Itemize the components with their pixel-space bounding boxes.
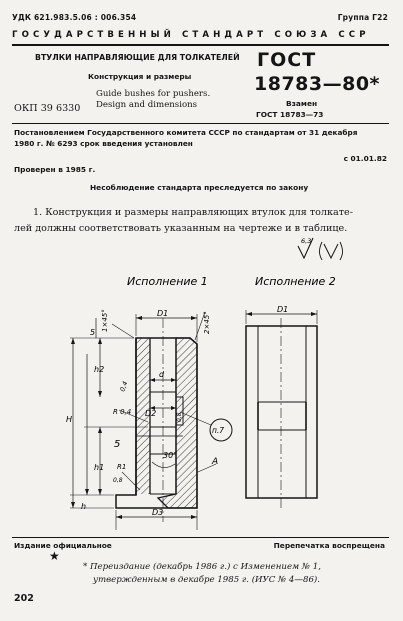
replaces-label: Взамен xyxy=(286,99,318,108)
dim-h2: h2 xyxy=(94,365,105,374)
roughness-bracket-icon xyxy=(324,244,338,258)
gost-label: ГОСТ xyxy=(257,49,317,71)
roughness-08-a: 0,8 xyxy=(113,477,123,484)
chamfer-left: 1×45° xyxy=(101,309,109,332)
reprint-note-1: * Переиздание (декабрь 1986 г.) с Изменением № 1, xyxy=(83,562,321,572)
chamfer-right: 2×45° xyxy=(203,311,211,334)
star-icon: ★ xyxy=(49,549,60,563)
roughness-08-b: 0,8 xyxy=(176,412,183,422)
dim-5-mid: 5 xyxy=(114,439,121,450)
dim-d2: D2 xyxy=(145,409,157,418)
title-en-2: Design and dimensions xyxy=(96,100,198,110)
roughness-value: 6,3 xyxy=(301,237,312,245)
subtitle-ru: Конструкция и размеры xyxy=(88,72,192,81)
radius-04: R 0,4 xyxy=(113,408,132,416)
page-number: 202 xyxy=(14,593,34,604)
dim-d1: D1 xyxy=(157,309,169,318)
title-ru: ВТУЛКИ НАПРАВЛЯЮЩИЕ ДЛЯ ТОЛКАТЕЛЕЙ xyxy=(35,53,240,62)
title-en-1: Guide bushes for pushers. xyxy=(96,89,211,99)
header-rule xyxy=(12,44,389,46)
decree-line-1: Постановлением Государственного комитета СССР по стандартам от 31 декабря xyxy=(14,128,358,137)
version-2-label: Исполнение 2 xyxy=(255,275,336,288)
dim-5-top: 5 xyxy=(90,328,96,337)
detail-a: А xyxy=(212,457,219,467)
radius-04-top: 0,4 xyxy=(118,380,130,393)
replaces-value: ГОСТ 18783—73 xyxy=(256,110,324,119)
gost-number: 18783—80* xyxy=(254,73,380,95)
body-line-1: 1. Конструкция и размеры направляющих втулок для толкате- xyxy=(33,207,353,218)
version-1-label: Исполнение 1 xyxy=(127,275,208,288)
checked-year: Проверен в 1985 г. xyxy=(14,165,96,174)
bush-drawing xyxy=(0,232,403,530)
reprint-note-2: утвержденным в декабре 1985 г. (ИУС № 4—86). xyxy=(93,575,321,585)
dim-h1: h1 xyxy=(94,463,105,472)
title-rule xyxy=(12,123,389,124)
udk-code: УДК 621.983.5.06 : 006.354 xyxy=(12,13,137,22)
okp-code: ОКП 39 6330 xyxy=(14,103,81,114)
angle-30: 30° xyxy=(163,451,178,460)
radius-r1: R1 xyxy=(117,463,127,471)
official-edition: Издание официальное xyxy=(14,541,112,550)
no-reprint: Перепечатка воспрещена xyxy=(273,541,385,550)
violation-notice: Несоблюдение стандарта преследуется по закону xyxy=(90,183,309,192)
dim-d1-v2: D1 xyxy=(277,305,289,314)
version-1-section xyxy=(70,312,232,530)
dim-d: d xyxy=(159,370,165,379)
dim-h-total: H xyxy=(66,415,73,424)
body-line-2: лей должны соответствовать указанным на чертеже и в таблице. xyxy=(14,223,348,234)
decree-date: с 01.01.82 xyxy=(343,154,387,163)
version-2-view xyxy=(246,310,317,508)
callout-p7: п.7 xyxy=(212,426,225,435)
footer-rule xyxy=(12,537,389,538)
group-code: Группа Г22 xyxy=(337,13,388,22)
dim-h: h xyxy=(81,502,87,511)
state-standard-heading: ГОСУДАРСТВЕННЫЙ СТАНДАРТ СОЮЗА ССР xyxy=(12,30,370,40)
decree-line-2: 1980 г. № 6293 срок введения установлен xyxy=(14,139,193,148)
dim-d3: D3 xyxy=(152,508,164,517)
